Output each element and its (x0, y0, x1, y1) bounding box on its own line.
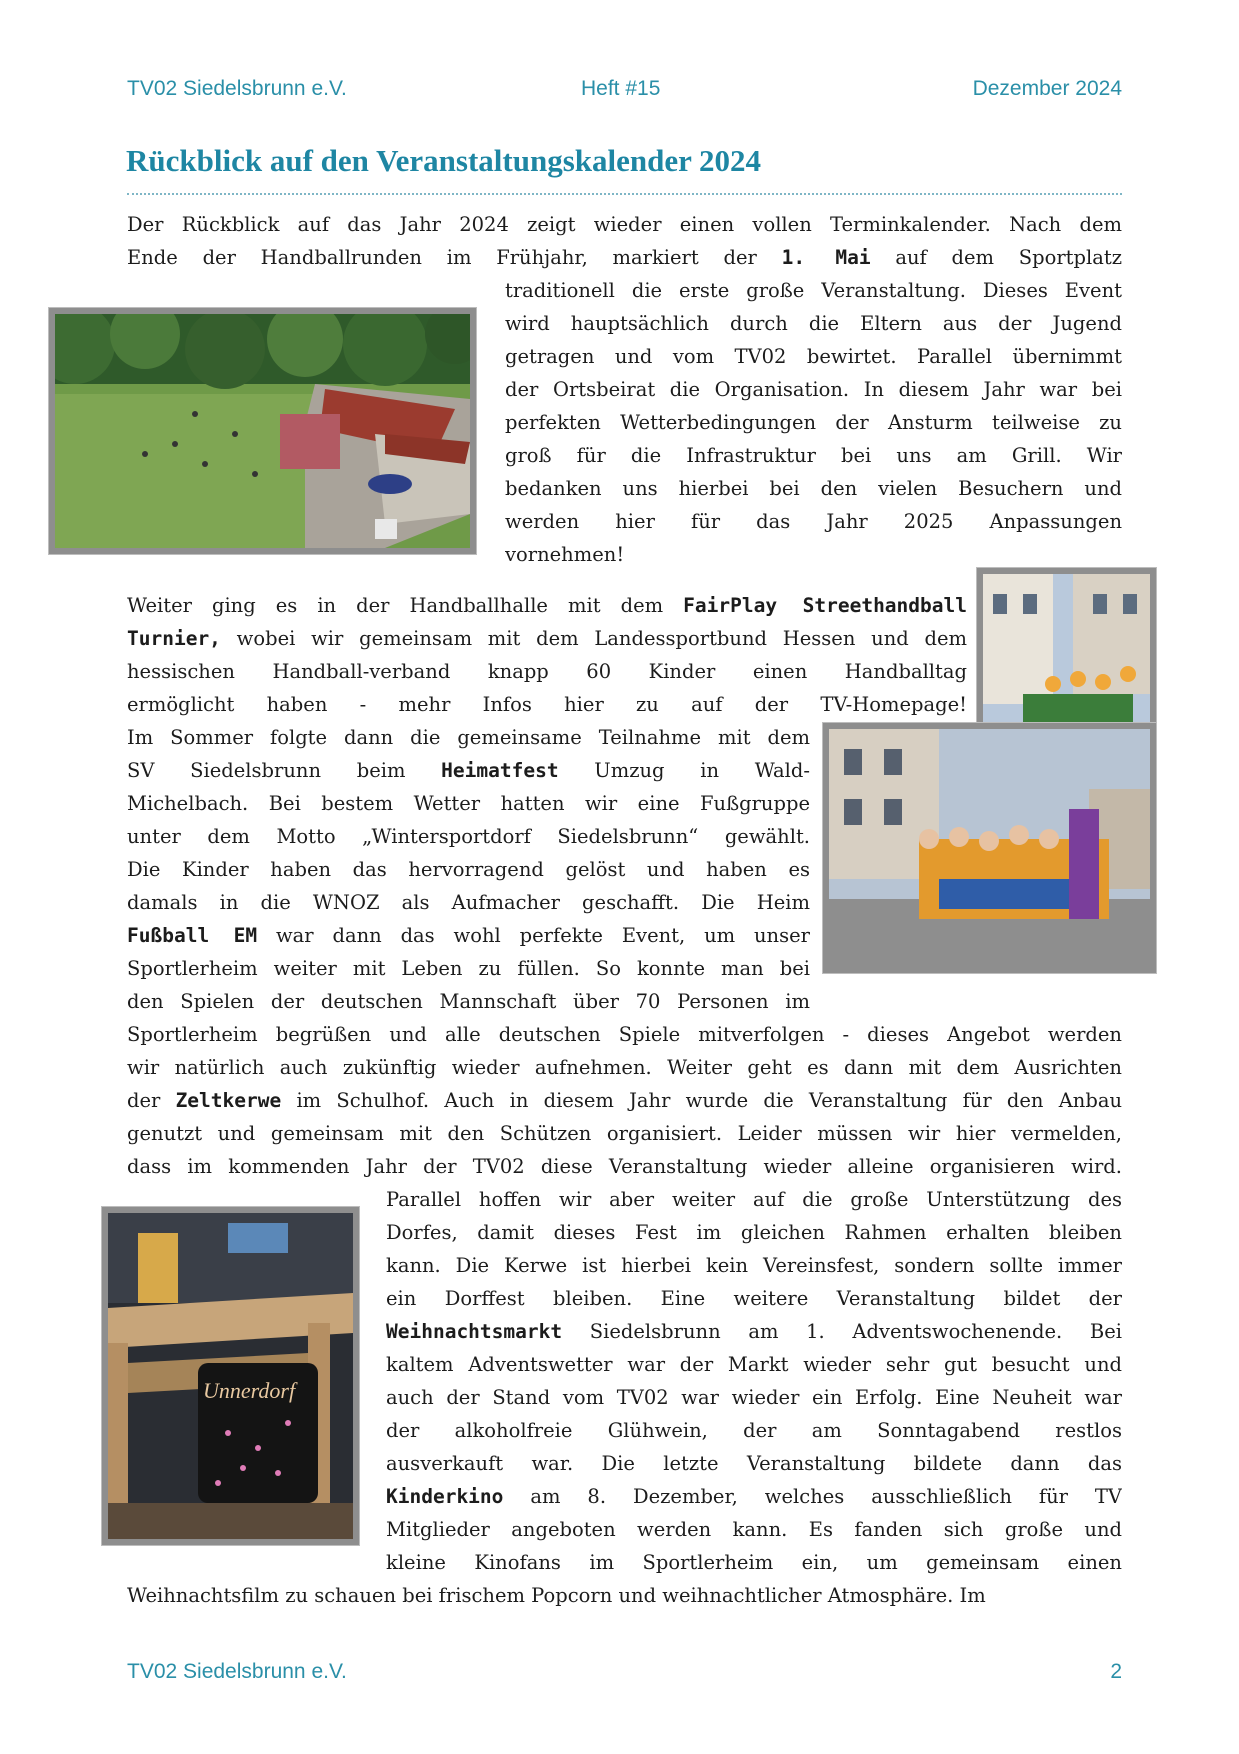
body-text-run: auch der Stand vom TV02 war wieder ein Erfolg. Eine Neuheit war (386, 1386, 1122, 1409)
body-text-line (127, 1117, 1122, 1150)
highlighted-event-name: Turnier, (127, 627, 221, 650)
body-text-line (127, 787, 810, 820)
page-header (127, 77, 1122, 107)
body-text-run: den Spielen der deutschen Mannschaft über 70 Personen im (127, 990, 810, 1013)
body-text-run: Dorfes, damit dieses Fest im gleichen Rahmen erhalten bleiben (386, 1221, 1122, 1244)
body-text-run: dass im kommenden Jahr der TV02 diese Veranstaltung wieder alleine organisieren wird. (127, 1155, 1122, 1178)
body-text-line (127, 655, 967, 688)
body-text-run: hessischen Handball-verband knapp 60 Kinder einen Handballtag (127, 660, 967, 683)
body-text-run: genutzt und gemeinsam mit den Schützen organisiert. Leider müssen wir hier vermelden, (127, 1122, 1122, 1145)
highlighted-event-name: Heimatfest (441, 759, 559, 782)
body-text-run: wir natürlich auch zukünftig wieder aufnehmen. Weiter geht es dann mit dem Ausrichten (127, 1056, 1122, 1079)
body-text-run: Sportlerheim begrüßen und alle deutschen Spiele mitverfolgen - dieses Angebot werden (127, 1023, 1122, 1046)
body-text-run: kleine Kinofans im Sportlerheim ein, um gemeinsam einen (386, 1551, 1122, 1574)
body-text-run: Parallel hoffen wir aber weiter auf die große Unterstützung des (386, 1188, 1122, 1211)
body-text-line (386, 1480, 1122, 1513)
highlighted-event-name: Zeltkerwe (175, 1089, 282, 1112)
body-text-run: Umzug in Wald- (558, 759, 810, 782)
highlighted-event-name: Kinderkino (386, 1485, 504, 1508)
body-text-run: vornehmen! (505, 543, 625, 566)
body-text-line (505, 274, 1122, 307)
body-text-line (386, 1282, 1122, 1315)
body-text-line (505, 373, 1122, 406)
body-text-line (127, 754, 810, 787)
body-text-run: wobei wir gemeinsam mit dem Landessportbund Hessen und dem (220, 627, 967, 650)
body-text-run: kann. Die Kerwe ist hierbei kein Vereinsfest, sondern sollte immer (386, 1254, 1122, 1277)
body-text-run: Der Rückblick auf das Jahr 2024 zeigt wieder einen vollen Terminkalender. Nach dem (127, 213, 1122, 236)
body-text-run: im Schulhof. Auch in diesem Jahr wurde die Veranstaltung für den Anbau (281, 1089, 1122, 1112)
body-text-run: Sportlerheim weiter mit Leben zu füllen. So konnte man bei (127, 957, 810, 980)
body-text-line (386, 1249, 1122, 1282)
body-text-line (127, 820, 810, 853)
body-text-run: getragen und vom TV02 bewirtet. Parallel übernimmt (505, 345, 1122, 368)
body-text-line (505, 472, 1122, 505)
body-text-run: Weiter ging es in der Handballhalle mit dem (127, 594, 684, 617)
body-text-line (127, 1150, 1122, 1183)
body-text-run: der alkoholfreie Glühwein, der am Sonntagabend restlos (386, 1419, 1122, 1442)
body-text-run: Siedelsbrunn am 1. Adventswochenende. Bei (562, 1320, 1122, 1343)
body-text-run: Mitglieder angeboten werden kann. Es fanden sich große und (386, 1518, 1122, 1541)
body-text-line (127, 919, 810, 952)
body-text-run: am 8. Dezember, welches ausschließlich für TV (503, 1485, 1122, 1508)
body-text-run: perfekten Wetterbedingungen der Ansturm teilweise zu (505, 411, 1122, 434)
body-text-line (127, 1051, 1122, 1084)
body-text-line (127, 688, 967, 721)
body-text-line (386, 1513, 1122, 1546)
body-text-line (386, 1546, 1122, 1579)
photo-sign-text: Unnerdorf (203, 1378, 296, 1403)
body-text-line (127, 1084, 1122, 1117)
body-text-line (386, 1183, 1122, 1216)
body-text-run: Im Sommer folgte dann die gemeinsame Teilnahme mit dem (127, 726, 810, 749)
body-text-run: auf dem Sportplatz (870, 246, 1122, 269)
footer-club-name: TV02 Siedelsbrunn e.V. (127, 1660, 347, 1683)
body-text-run: SV Siedelsbrunn beim (127, 759, 442, 782)
body-text-run: werden hier für das Jahr 2025 Anpassungen (505, 510, 1122, 533)
body-text-run: kaltem Adventswetter war der Markt wieder sehr gut besucht und (386, 1353, 1122, 1376)
body-text-line (386, 1447, 1122, 1480)
body-text-line (127, 853, 810, 886)
highlighted-event-name: FairPlay Streethandball (683, 594, 967, 617)
header-club-name: TV02 Siedelsbrunn e.V. (127, 77, 347, 100)
body-text-line (505, 340, 1122, 373)
body-text-run: traditionell die erste große Veranstaltung. Dieses Event (505, 279, 1122, 302)
body-text-line (127, 952, 810, 985)
body-text-line (505, 439, 1122, 472)
body-text-line (386, 1381, 1122, 1414)
body-text-run: Michelbach. Bei bestem Wetter hatten wir eine Fußgruppe (127, 792, 810, 815)
body-text-run: groß für die Infrastruktur bei uns am Grill. Wir (505, 444, 1122, 467)
body-text-run: damals in die WNOZ als Aufmacher geschafft. Die Heim (127, 891, 810, 914)
title-divider (127, 193, 1122, 195)
body-text-line (127, 208, 1122, 241)
photo-aerial-sportsfield (49, 308, 476, 554)
body-text-run: Weihnachtsfilm zu schauen bei frischem Popcorn und weihnachtlicher Atmosphäre. Im (127, 1584, 986, 1607)
body-text-run: Die Kinder haben das hervorragend gelöst und haben es (127, 858, 810, 881)
body-text-run: unter dem Motto „Wintersportdorf Siedelsbrunn“ gewählt. (127, 825, 810, 848)
body-text-run: wird hauptsächlich durch die Eltern aus der Jugend (505, 312, 1122, 335)
body-text-line (127, 241, 1122, 274)
highlighted-event-name: Weihnachtsmarkt (386, 1320, 563, 1343)
header-issue-number: Heft #15 (581, 77, 661, 100)
body-text-line (505, 505, 1122, 538)
body-text-line (505, 307, 1122, 340)
header-date: Dezember 2024 (972, 77, 1122, 100)
highlighted-event-name: Fußball EM (127, 924, 258, 947)
article-title: Rückblick auf den Veranstaltungskalender 2024 (126, 143, 762, 178)
body-text-run: der Ortsbeirat die Organisation. In diesem Jahr war bei (505, 378, 1122, 401)
body-text-line (127, 589, 967, 622)
body-text-run: ausverkauft war. Die letzte Veranstaltung bildete dann das (386, 1452, 1122, 1475)
body-text-line (386, 1348, 1122, 1381)
body-text-line (127, 1579, 1122, 1612)
body-text-line (505, 538, 1122, 571)
body-text-run: ermöglicht haben - mehr Infos hier zu auf der TV-Homepage! (127, 693, 967, 716)
body-text-line (127, 622, 967, 655)
body-text-run: Ende der Handballrunden im Frühjahr, markiert der (127, 246, 782, 269)
body-text-line (127, 721, 810, 754)
footer-page-number: 2 (1110, 1660, 1122, 1683)
body-text-line (505, 406, 1122, 439)
body-text-run: bedanken uns hierbei bei den vielen Besuchern und (505, 477, 1122, 500)
body-text-line (127, 1018, 1122, 1051)
body-text-run: war dann das wohl perfekte Event, um unser (257, 924, 810, 947)
photo-parade-group (823, 723, 1156, 973)
body-text-line (386, 1216, 1122, 1249)
body-text-line (386, 1315, 1122, 1348)
body-text-run: der (127, 1089, 176, 1112)
highlighted-event-name: 1. Mai (781, 246, 871, 269)
page-footer (127, 1660, 1122, 1690)
body-text-line (386, 1414, 1122, 1447)
body-text-run: ein Dorffest bleiben. Eine weitere Veranstaltung bildet der (386, 1287, 1122, 1310)
body-text-line (127, 985, 810, 1018)
body-text-line (127, 886, 810, 919)
photo-christmas-market (102, 1207, 359, 1545)
